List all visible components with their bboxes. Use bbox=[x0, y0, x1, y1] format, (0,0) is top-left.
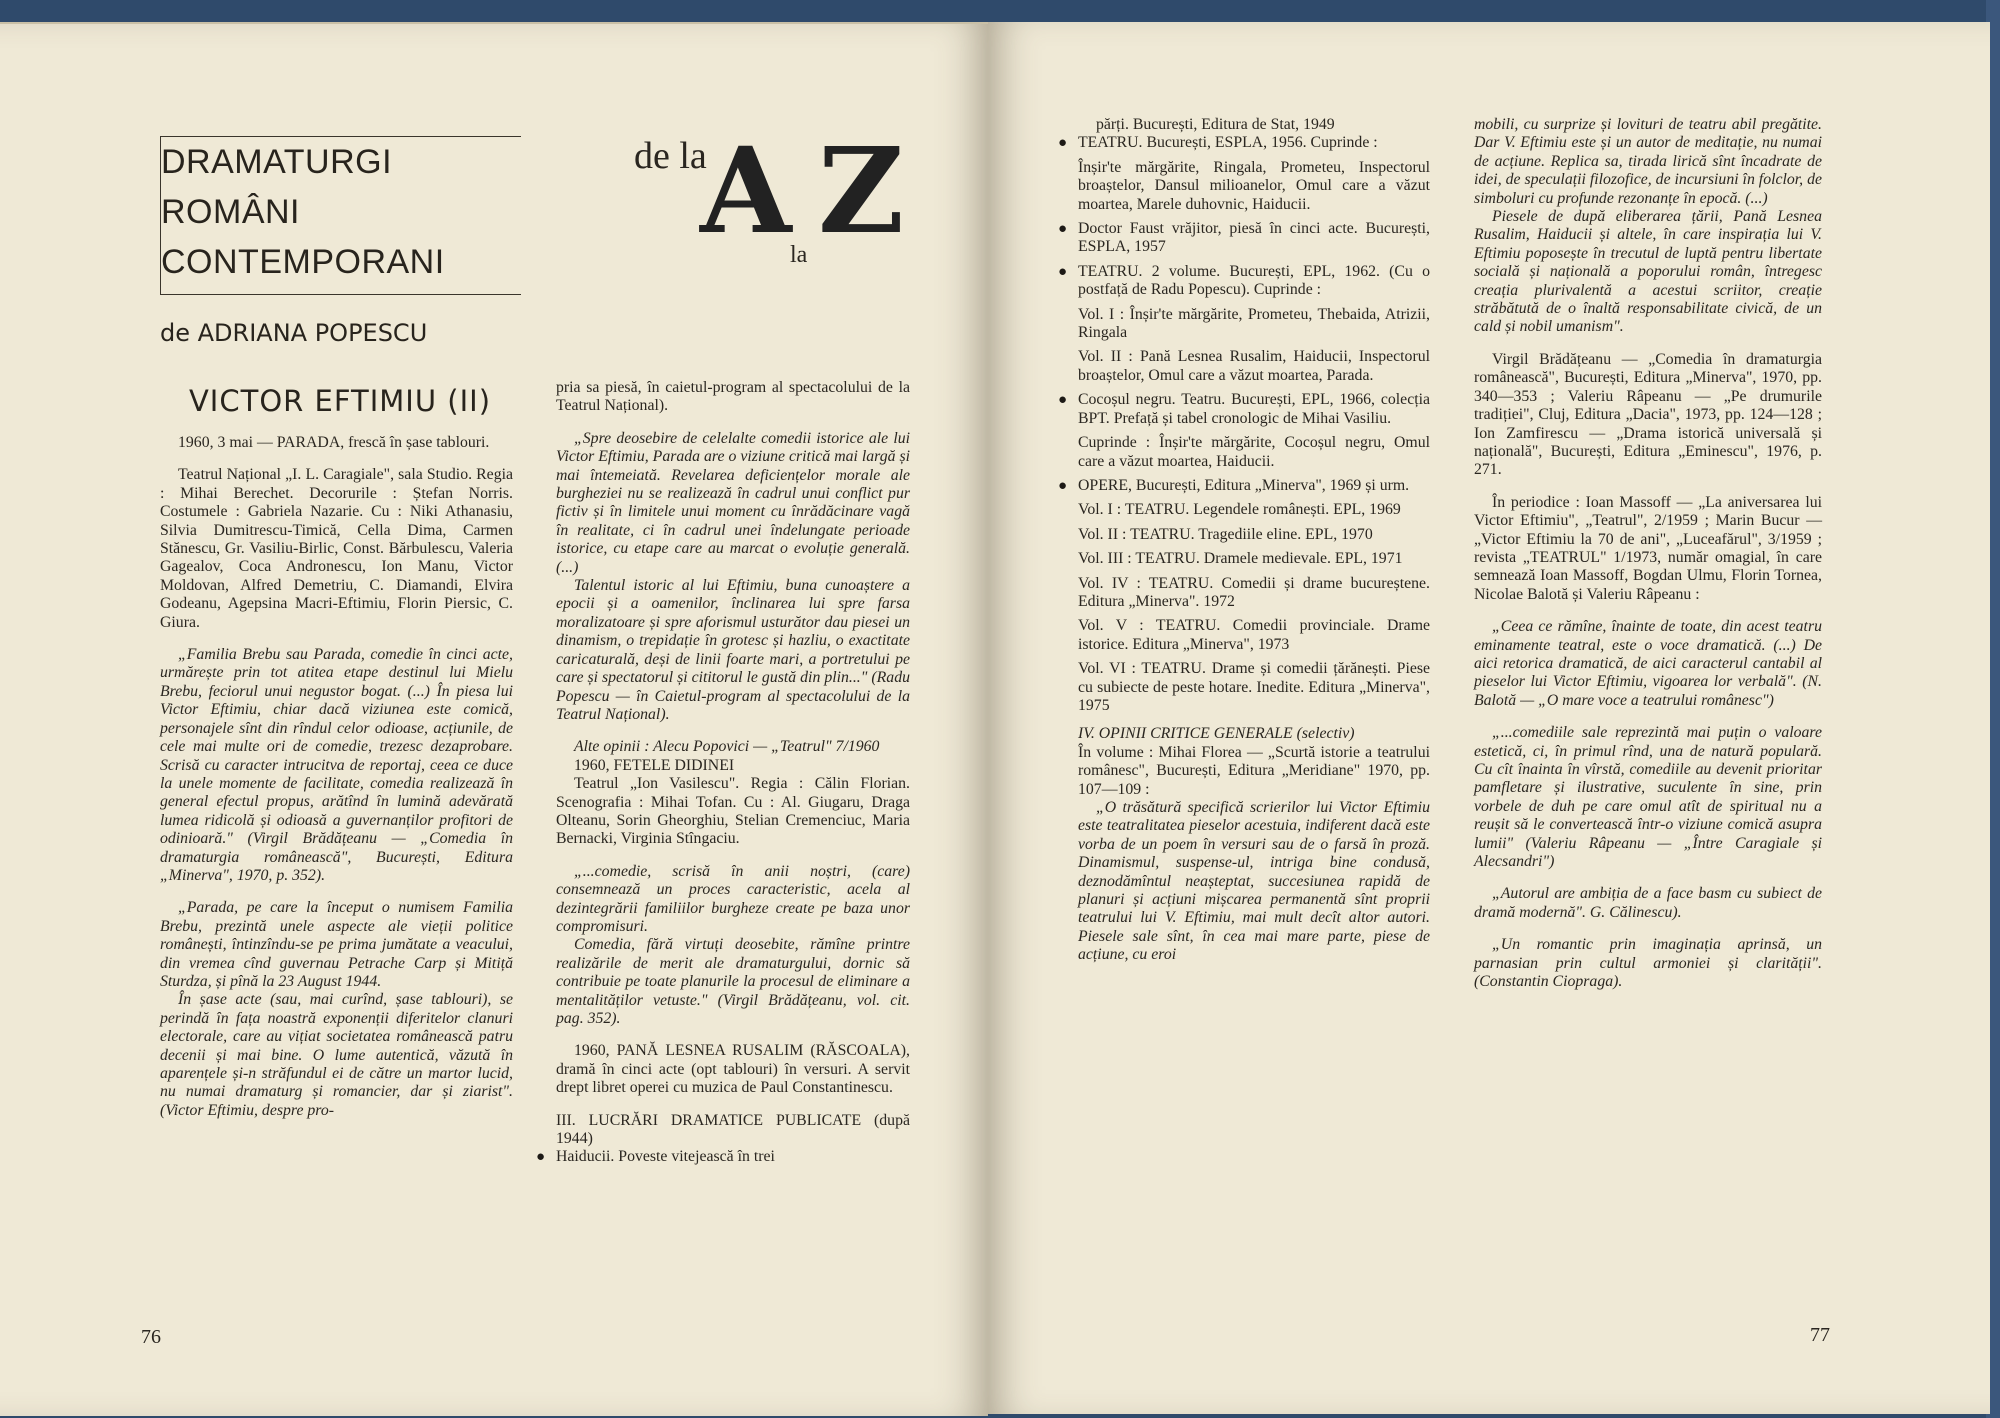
left-page bbox=[0, 22, 988, 1416]
list-item-volume: Vol. VI : TEATRU. Drame și comedii țărănești. Piese cu subiecte de peste hotare. Inedite. Editura „Minerva", 1975 bbox=[1078, 660, 1430, 714]
list-item-volume: Vol. IV : TEATRU. Comedii și drame bucureștene. Editura „Minerva". 1972 bbox=[1078, 574, 1430, 610]
logo-letter-a: A bbox=[700, 121, 792, 260]
list-item: ● Cocoșul negru. Teatru. București, EPL, 1966, colecția BPT. Prefață și tabel cronologic de Mihai Vasiliu. bbox=[1078, 391, 1430, 428]
paragraph: 1960, FETELE DIDINEI bbox=[574, 756, 735, 774]
article-author: de ADRIANA POPESCU bbox=[160, 319, 428, 347]
paragraph: În periodice : Ioan Massoff — „La aniversarea lui Victor Eftimiu", „Teatrul", 2/1959 ; Marin Bucur — „Victor Eftimiu la 70 de ani", „Luceafărul", 3/1959 ; revista „TEATRUL" 1/1973, număr omagial, în care semnează Ioan Massoff, Bogdan Ulmu, Florin Tornea, Nicolae Balotă și Valeriu Râpeanu : bbox=[1474, 493, 1822, 603]
list-item-contents: Cuprinde : Înșir'te mărgărite, Cocoșul negru, Omul care a văzut moartea, Haiducii. bbox=[1078, 434, 1430, 470]
paragraph: Teatrul Național „I. L. Caragiale", sala Studio. Regia : Mihai Berechet. Decorurile : Ștefan Norris. Costumele : Gabriela Nazarie. Cu : Niki Athanasiu, Silvia Dumitrescu-Timică, Cella Dima, Carmen Stănescu, Gr. Vasiliu-Birlic, Const. Bărbulescu, Valeria Gagealov, Coca Andronescu, Ion Manu, Victor Moldovan, Alfred Demetriu, C. Diamandi, Elvira Godeanu, Agepsina Macri-Eftimiu, Florin Piersic, C. Giura. bbox=[160, 466, 513, 631]
paragraph: mobili, cu surprize și lovituri de teatru abil pregătite. Dar V. Eftimiu este și un autor de meditație, nu numai de acțiune. Replica sa, tirada lirică sînt încadrate de idei, de speculații filozofice, de incursiuni în folclor, de simboluri cu profunde rezonanțe în epocă. (...) bbox=[1474, 116, 1822, 207]
series-title-line-3: CONTEMPORANI bbox=[161, 243, 445, 281]
paragraph: În volume : Mihai Florea — „Scurtă istorie a teatrului românesc", București, Editura „Meridiane" 1970, pp. 107—109 : bbox=[1078, 743, 1430, 798]
paragraph: „...comediile sale reprezintă mai puțin o valoare estetică, ci, în primul rînd, una de natură populară. Cu cît înainta în vîrstă, comediile au devenit prioritar pamfletare și ilustrative, suculente în sine, prin vorbele de duh pe care omul atît de spiritual nu a reușit să le convertească într-o viziune comică asupra lumii" (Valeriu Râpeanu — „Între Caragiale și Alecsandri") bbox=[1474, 724, 1822, 871]
list-item-volume: Vol. V : TEATRU. Comedii provinciale. Drame istorice. Editura „Minerva", 1973 bbox=[1078, 617, 1430, 653]
logo-la: la bbox=[790, 242, 808, 268]
list-item-volume: Vol. I : TEATRU. Legendele românești. EPL, 1969 bbox=[1078, 501, 1401, 519]
paragraph: „O trăsătură specifică scrierilor lui Victor Eftimiu este teatralitatea pieselor acestuia, indiferent dacă este vorba de un poem în versuri sau de o farsă în proză. Dinamismul, suspense-ul, intriga bine condusă, deznodămîntul neașteptat, succesiunea rapidă de planuri și acțiuni mișcarea permanentă sînt proprii teatrului lui V. Eftimiu, mai mult decît altor autori. Piesele sale sînt, în cea mai mare parte, piese de acțiune, cu eroi bbox=[1078, 799, 1430, 964]
paragraph: În șase acte (sau, mai curînd, șase tablouri), se perindă în fața noastră exponenții diferitelor clanuri electorale, care au vițiat societatea românească patru decenii și mai bine. O lume autentică, văzută în aparențele și-n străfundul ei de către un martor lucid, nu numai dramaturg și romancier, dar și ziarist". (Victor Eftimiu, despre pro- bbox=[160, 991, 513, 1119]
page-number-left: 76 bbox=[141, 1326, 161, 1348]
series-title-line-2: ROMÂNI bbox=[161, 193, 300, 231]
list-item: ● Doctor Faust vrăjitor, piesă în cinci acte. București, ESPLA, 1957 bbox=[1078, 220, 1430, 257]
list-item-contents: Înșir'te mărgărite, Ringala, Prometeu, Inspectorul broaștelor, Dansul milioanelor, Omul care a văzut moartea, Marele duhovnic, Haiducii. bbox=[1078, 158, 1430, 213]
logo-letter-z: Z bbox=[818, 121, 905, 260]
list-item-contents: Vol. II : Pană Lesnea Rusalim, Haiducii, Inspectorul broaștelor, Omul care a văzut moartea, Parada. bbox=[1078, 348, 1430, 384]
list-item-volume: Vol. II : TEATRU. Tragediile eline. EPL, 1970 bbox=[1078, 525, 1373, 543]
paragraph: „...comedie, scrisă în anii noștri, (care) consemnează un proces caracteristic, acela al dezintegrării familiilor burgheze create pe baza unor compromisuri. bbox=[556, 862, 910, 935]
paragraph: pria sa piesă, în caietul-program al spectacolului de la Teatrul Național). bbox=[556, 379, 910, 415]
paragraph: „Ceea ce rămîne, înainte de toate, din acest teatru eminamente teatral, este o voce dramatică. (...) De aici retorica dramatică, de aici caracterul cantabil al pieselor lui Victor Eftimiu, vigoarea lor verbală". (N. Balotă — „O mare voce a teatrului românesc") bbox=[1474, 618, 1822, 709]
paragraph: „Un romantic prin imaginația aprinsă, un parnasian prin cultul armoniei și clarității". (Constantin Ciopraga). bbox=[1474, 936, 1822, 991]
logo-de-la: de la bbox=[634, 135, 707, 177]
section-heading: IV. OPINII CRITICE GENERALE (selectiv) bbox=[1078, 725, 1355, 743]
section-heading: III. LUCRĂRI DRAMATICE PUBLICATE (după 1944) bbox=[556, 1111, 910, 1148]
paragraph: 1960, 3 mai — PARADA, frescă în șase tablouri. bbox=[178, 434, 490, 451]
paragraph: Comedia, fără virtuți deosebite, rămîne printre realizările de merit ale dramaturgului, dornic să contribuie pe toate planurile la procesul de eliminare a mentalităților vetuste." (Virgil Brădățeanu, vol. cit. pag. 352). bbox=[556, 936, 910, 1027]
list-item: ● OPERE, București, Editura „Minerva", 1969 și urm. bbox=[1078, 477, 1430, 495]
series-title-box bbox=[160, 136, 521, 295]
left-column-1 bbox=[160, 434, 513, 1134]
paragraph: părți. București, Editura de Stat, 1949 bbox=[1096, 116, 1335, 133]
right-column-1 bbox=[1078, 116, 1430, 979]
paragraph: „Spre deosebire de celelalte comedii istorice ale lui Victor Eftimiu, Parada are o viziune critică mai largă și mai întemeiată. Revelarea deficiențelor morale ale burgheziei nu se realizează în cadrul unui conflict pur fictiv și în limitele unui moment cu înrădăcinare vagă în realitate, ci în cadrul unei îndelungate perioade istorice, cu etape care au marcat o evoluție generală. (...) bbox=[556, 429, 910, 576]
paragraph: 1960, PANĂ LESNEA RUSALIM (RĂSCOALA), dramă în cinci acte (opt tablouri) în versuri. A servit drept libret operei cu muzica de Paul Constantinescu. bbox=[556, 1042, 910, 1097]
paragraph: Piesele de după eliberarea țării, Pană Lesnea Rusalim, Haiducii și altele, în care inspirația lui V. Eftimiu poposește în trecutul de luptă pentru libertate socială și națională a poporului român, întregesc creația plurivalentă a acestui scriitor, creație străbătută de o înaltă responsabilitate civică, de un cald și nobil umanism". bbox=[1474, 208, 1822, 336]
series-title-line-1: DRAMATURGI bbox=[161, 143, 393, 181]
paragraph: „Parada, pe care la început o numisem Familia Brebu, prezintă unele aspecte ale vieții politice românești, întinzîndu-se pe prima jumătate a veacului, din vremea cînd guvernau Petrache Carp și Mitiță Sturdza, și pînă la 23 August 1944. bbox=[160, 899, 513, 990]
right-column-2 bbox=[1474, 116, 1822, 1005]
list-item: ● TEATRU. București, ESPLA, 1956. Cuprinde : bbox=[1078, 134, 1430, 152]
list-item-volume: Vol. III : TEATRU. Dramele medievale. EPL, 1971 bbox=[1078, 550, 1403, 568]
paragraph: „Familia Brebu sau Parada, comedie în cinci acte, urmărește prin tot atitea etape destinul lui Mielu Brebu, feciorul unui negustor bogat. (...) În piesa lui Victor Eftimiu, chiar dacă viziunea este comică, personajele sînt din rîndul celor odioase, acțiunile, de cele mai multe ori de comedie, trezesc dezaprobare. Scrisă cu caracter intrucitva de reportaj, ceea ce duce la unele momente de facilitate, comedia realizează în general efectul propus, arătînd în lumină adevărată lumea ridicolă și odioasă a guvernanților profitori de odinioară." (Virgil Brădățeanu — „Comedia în dramaturgia românească", București, Editura „Minerva", 1970, p. 352). bbox=[160, 646, 513, 884]
list-item-contents: Vol. I : Înșir'te mărgărite, Prometeu, Thebaida, Atrizii, Ringala bbox=[1078, 305, 1430, 342]
list-item: ● TEATRU. 2 volume. București, EPL, 1962. (Cu o postfață de Radu Popescu). Cuprinde : bbox=[1078, 263, 1430, 300]
paragraph: Teatrul „Ion Vasilescu". Regia : Călin Florian. Scenografia : Mihai Tofan. Cu : Al. Giugaru, Draga Olteanu, Sorin Gheorghiu, Stelian Cremenciuc, Maria Bernacki, Virginia Stîngaciu. bbox=[556, 775, 910, 848]
page-number-right: 77 bbox=[1810, 1324, 1830, 1346]
right-page bbox=[988, 22, 1990, 1414]
paragraph: Talentul istoric al lui Eftimiu, buna cunoaștere a epocii și a oamenilor, înclinarea lui spre farsa moralizatoare și spre aforismul usturător dau piesei un dinamism, o trepidație în grotesc și hazliu, o exactitate caricaturală, deși de linii foarte mari, a portretului pe care și spectatorul și cititorul le gustă din plin..." (Radu Popescu — în Caietul-program al spectacolului de la Teatrul Național). bbox=[556, 577, 910, 723]
paragraph: Virgil Brădățeanu — „Comedia în dramaturgia românească", București, Editura „Minerva", 1970, pp. 340—353 ; Valeriu Râpeanu — „Pe drumurile tradiției", Cluj, Editura „Dacia", 1973, pp. 124—128 ; Ion Zamfirescu — „Drama istorică universală și națională", București, Editura „Eminescu", 1976, p. 271. bbox=[1474, 350, 1822, 479]
list-item: ● Haiducii. Poveste vitejească în trei bbox=[556, 1148, 910, 1166]
left-column-2 bbox=[556, 379, 910, 1177]
paragraph: Alte opinii : Alecu Popovici — „Teatrul" 7/1960 bbox=[574, 738, 880, 756]
article-subject: VICTOR EFTIMIU (II) bbox=[188, 384, 492, 418]
paragraph: „Autorul are ambiția de a face basm cu subiect de dramă modernă". G. Călinescu). bbox=[1474, 885, 1822, 921]
